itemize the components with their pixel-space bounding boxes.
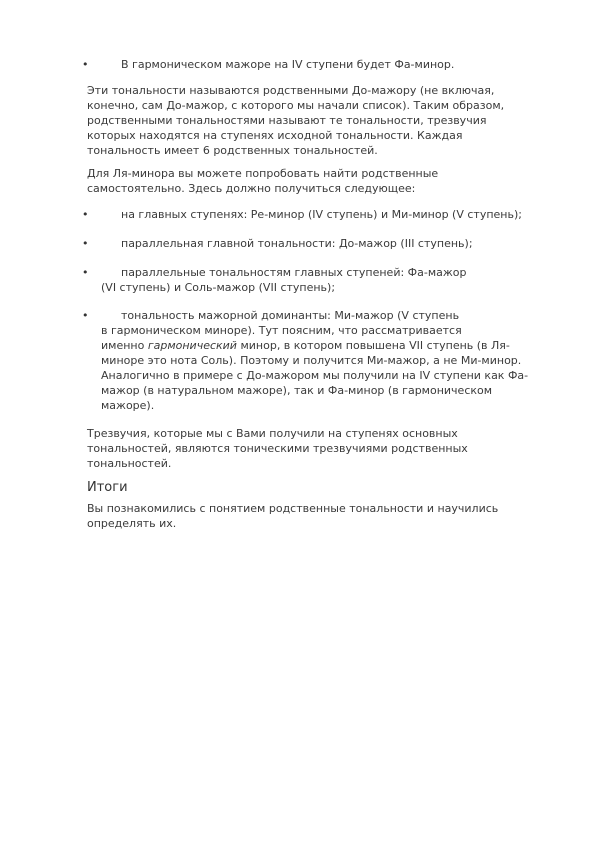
bullet-marker: • (82, 208, 89, 221)
paragraph-line: тональность имеет 6 родственных тональностей. (87, 144, 378, 157)
list-item-text: параллельная главной тональности: До-мажор (III ступень); (121, 237, 473, 250)
list-item-text: параллельные тональностям главных ступеней: Фа-мажор (121, 266, 467, 279)
paragraph-line: родственными тональностями называют те тональности, трезвучия (87, 114, 487, 127)
paragraph-line: тональностей. (87, 457, 172, 470)
list-item-text: на главных ступенях: Ре-минор (IV ступень) и Ми-минор (V ступень); (121, 208, 522, 221)
paragraph-line: конечно, сам До-мажор, с которого мы начали список). Таким образом, (87, 99, 505, 112)
list-item-text: мажоре). (101, 399, 155, 412)
paragraph-line: Эти тональности называются родственными До-мажору (не включая, (87, 84, 495, 97)
list-item-text: В гармоническом мажоре на IV ступени будет Фа-минор. (121, 58, 455, 71)
list-item-text: Аналогично в примере с До-мажором мы получили на IV ступени как Фа- (101, 369, 529, 382)
text-run: минор, в котором повышена VII ступень (в Ля- (236, 339, 510, 352)
bullet-marker: • (82, 58, 89, 71)
paragraph-line: определять их. (87, 517, 177, 530)
paragraph-line: тональностей, являются тоническими трезвучиями родственных (87, 442, 468, 455)
list-item-text: мажор (в натуральном мажоре), так и Фа-минор (в гармоническом (101, 384, 493, 397)
list-item-text: миноре это нота Соль). Поэтому и получится Ми-мажор, а не Ми-минор. (101, 354, 522, 367)
paragraph-line: Трезвучия, которые мы с Вами получили на ступенях основных (87, 427, 458, 440)
paragraph-line: которых находятся на ступенях исходной тональности. Каждая (87, 129, 463, 142)
paragraph-line: Для Ля-минора вы можете попробовать найти родственные (87, 167, 439, 180)
section-heading: Итоги (87, 480, 128, 495)
bullet-marker: • (82, 237, 89, 250)
bullet-marker: • (82, 309, 89, 322)
list-item-text: тональность мажорной доминанты: Ми-мажор (V ступень (121, 309, 460, 322)
bullet-marker: • (82, 266, 89, 279)
list-item-text: (VI ступень) и Соль-мажор (VII ступень); (101, 281, 336, 294)
paragraph-line: Вы познакомились с понятием родственные тональности и научились (87, 502, 499, 515)
list-item-text: в гармоническом миноре). Тут поясним, что рассматривается (101, 324, 462, 337)
paragraph-line: самостоятельно. Здесь должно получиться следующее: (87, 182, 416, 195)
list-item-text (101, 338, 561, 353)
text-run: именно (101, 339, 148, 352)
emphasis-text: гармонический (147, 339, 237, 352)
